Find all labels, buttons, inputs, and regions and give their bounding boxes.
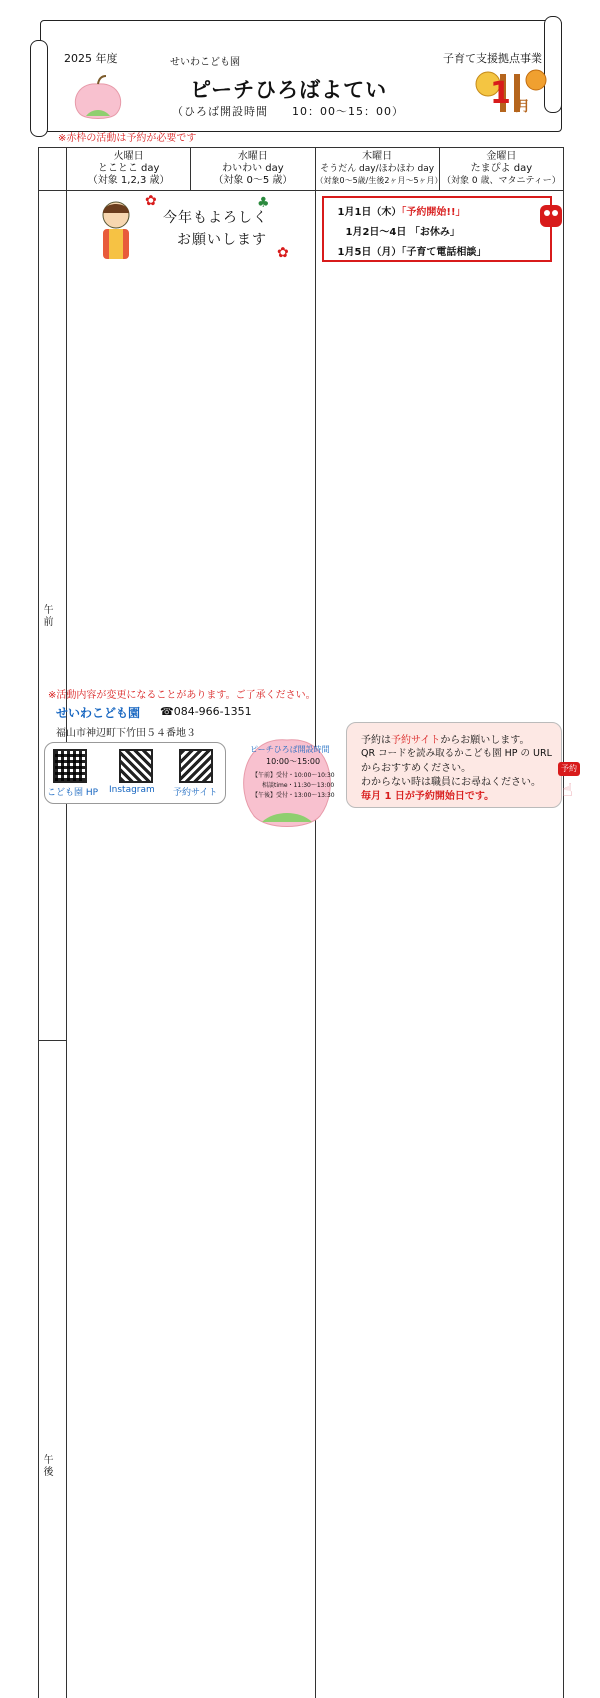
footer-address: 福山市神辺町下竹田５４番地３ bbox=[56, 724, 196, 739]
notice-line2: 1月2日～4日 「お休み」 bbox=[346, 223, 460, 238]
footer-school-name: せいわこども園 bbox=[56, 704, 140, 721]
pointing-hand-icon: ☝ bbox=[562, 780, 573, 801]
plum-flower-icon: ✿ bbox=[277, 245, 289, 261]
reservation-notice: ※赤枠の活動は予約が必要です bbox=[58, 129, 196, 144]
peach-hours-line1: 【午前】受付・10:00～10:30 bbox=[252, 770, 335, 779]
reservation-info-box: 予約は予約サイトからお願いします。 QR コードを読み取るかこども園 HP の URL からおすすめください。 わからない時は職員にお尋ねください。 毎月 1 日が予約開始日です。 bbox=[346, 722, 562, 808]
peach-hours-line2: 相談time・11:30～13:00 bbox=[262, 780, 334, 789]
school-name: せいわこども園 bbox=[170, 53, 240, 68]
qr-code-reservation[interactable] bbox=[179, 749, 213, 783]
peach-hours-illustration bbox=[232, 724, 342, 834]
lion-dance-icon bbox=[538, 201, 564, 231]
reservation-badge[interactable]: 予約 bbox=[558, 762, 580, 776]
newyear-greeting bbox=[67, 191, 316, 1698]
qr-panel bbox=[44, 742, 226, 804]
month-suffix: 月 bbox=[516, 96, 530, 116]
greeting-line2: お願いします bbox=[177, 229, 267, 249]
peach-icon bbox=[66, 74, 130, 122]
month-number: 1 bbox=[490, 76, 511, 111]
info-line4: わからない時は職員にお尋ねください。 bbox=[361, 773, 541, 788]
col-thu: 木曜日 そうだん day/ほわほわ day （対象0～5歳/生後2ヶ月～5ヶ月） bbox=[315, 148, 439, 191]
qr-code-instagram[interactable] bbox=[119, 749, 153, 783]
ox-month-illustration bbox=[470, 64, 554, 116]
pine-icon: ♣ bbox=[257, 195, 270, 211]
info-line3: からおすすめください。 bbox=[361, 759, 471, 774]
school-year: 2025 年度 bbox=[64, 50, 118, 66]
footer-phone[interactable]: ☎084-966-1351 bbox=[160, 705, 252, 718]
child-illustration bbox=[93, 199, 139, 263]
scroll-curl-left bbox=[30, 40, 48, 137]
col-tue: 火曜日 とことこ day （対象 1,2,3 歳） bbox=[67, 148, 191, 191]
col-fri: 金曜日 たまぴよ day （対象 0 歳、マタニティー） bbox=[439, 148, 563, 191]
plum-flower-icon: ✿ bbox=[145, 193, 157, 209]
qr-label-hp: こども園 HP bbox=[47, 785, 98, 798]
peach-hours-time: 10:00～15:00 bbox=[266, 756, 320, 767]
notice-line3: 1月5日（月）「子育て電話相談」 bbox=[338, 243, 487, 258]
greeting-line1: 今年もよろしく bbox=[163, 207, 268, 227]
corner-cell bbox=[39, 148, 67, 191]
peach-hours-line3: 【午後】受付・13:00～13:30 bbox=[252, 790, 335, 799]
qr-code-hp[interactable] bbox=[53, 749, 87, 783]
qr-label-reservation: 予約サイト bbox=[173, 785, 217, 798]
info-line2: QR コードを読み取るかこども園 HP の URL bbox=[361, 745, 552, 759]
open-hours: （ひろば開設時間 10：00～15：00） bbox=[172, 103, 404, 119]
calendar-grid bbox=[38, 147, 564, 1698]
info-line5: 毎月 1 日が予約開始日です。 bbox=[361, 787, 494, 802]
notice-cell: 1月1日（木）「予約開始!!」 1月2日～4日 「お休み」 1月5日（月）「子育て電話相談」 bbox=[315, 191, 564, 1698]
project-name: 子育て支援拠点事業 bbox=[443, 50, 542, 66]
col-wed: 水曜日 わいわい day （対象 0～5 歳） bbox=[191, 148, 315, 191]
qr-label-instagram: Instagram bbox=[109, 785, 155, 795]
am-label: 午前 bbox=[39, 191, 54, 1040]
change-notice: ※活動内容が変更になることがあります。ご了承ください。 bbox=[48, 686, 316, 701]
page-title: ピーチひろばよてい bbox=[190, 74, 387, 104]
peach-hours-title: ピーチひろば開設時間 bbox=[250, 744, 330, 755]
pm-label bbox=[39, 1041, 54, 1698]
